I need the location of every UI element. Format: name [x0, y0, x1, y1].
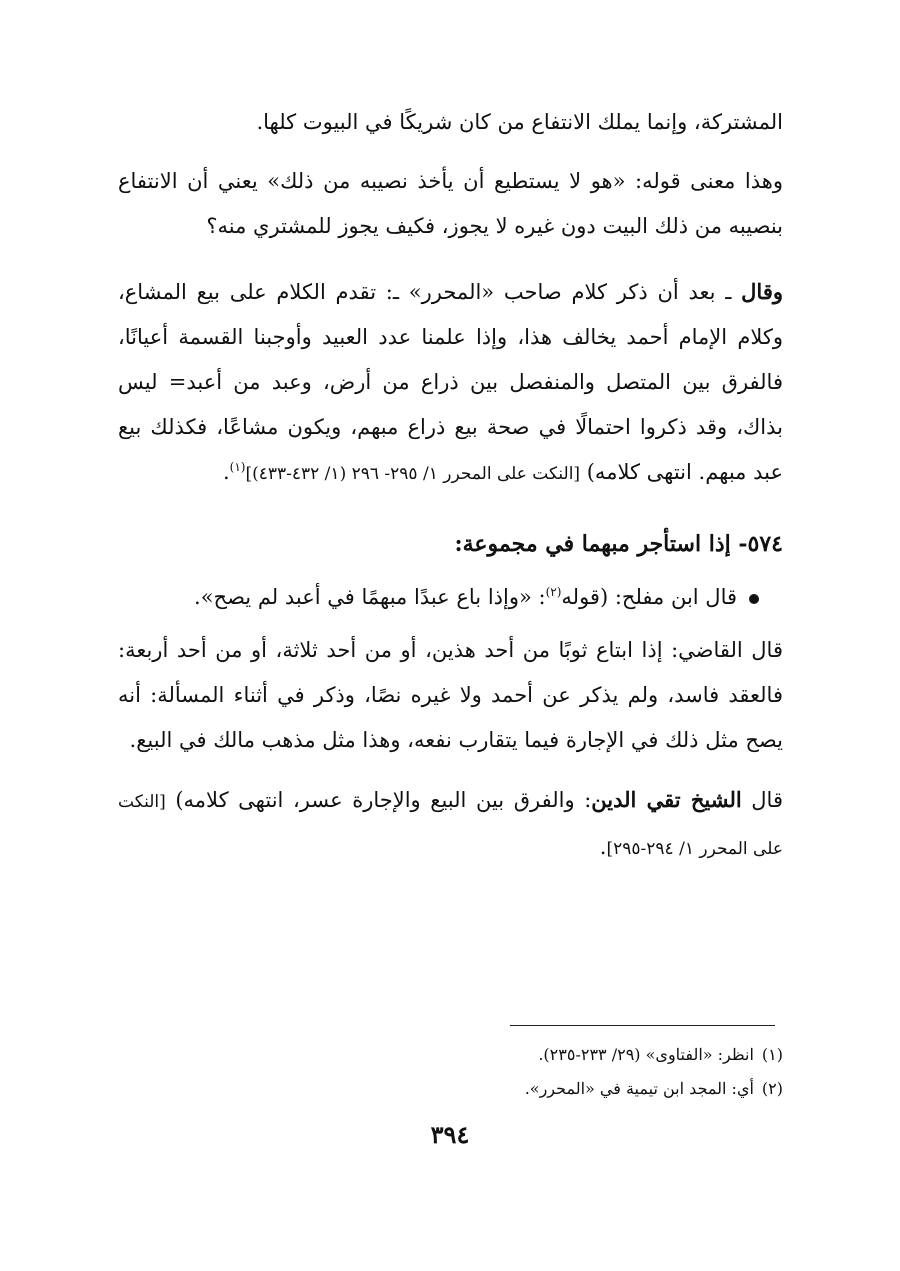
page-body	[118, 100, 783, 872]
paragraph-4: قال القاضي: إذا ابتاع ثوبًا من أحد هذين، أو من أحد ثلاثة، أو من أحد أربعة: فالعقد فاسد، ولم يذكر عن أحمد ولا غيره نصًا، وذكر في أثناء المسألة: أنه يصح مثل ذلك في الإجارة فيما يتقارب نفعه، وهذا مثل مذهب مالك في البيع.	[118, 638, 783, 752]
footnote-1	[118, 1038, 783, 1072]
paragraph-5-bold: الشيخ تقي الدين	[591, 787, 742, 812]
bullet-dot-icon	[749, 594, 759, 604]
paragraph-5-citation: [النكت على المحرر ١/ ٢٩٤-٢٩٥]	[118, 792, 783, 859]
paragraph-3-lead: وقال	[741, 279, 784, 304]
bullet-text-start: قال ابن مفلح: (قوله	[561, 585, 737, 609]
footnote-1-text: انظر: «الفتاوى» (٢٩/ ٢٣٣-٢٣٥).	[538, 1045, 754, 1064]
footnotes	[118, 1038, 783, 1106]
paragraph-3-end: .	[222, 460, 230, 484]
section-heading: ٥٧٤- إذا استأجر مبهما في مجموعة:	[454, 531, 783, 557]
footnote-2-number: (٢)	[761, 1079, 783, 1098]
paragraph-5-end: .	[599, 835, 607, 859]
footnote-1-number: (١)	[761, 1045, 783, 1064]
footnote-ref-1[interactable]: (١)	[229, 460, 246, 474]
paragraph-3	[118, 269, 783, 497]
paragraph-5	[118, 777, 783, 872]
page-number: ٣٩٤	[430, 1120, 470, 1149]
paragraph-3-citation: [النكت على المحرر ١/ ٢٩٥- ٢٩٦ (١/ ٤٣٢-٤٣٣)]	[245, 464, 581, 484]
bullet-text-rest: : «وإذا باع عبدًا مبهمًا في أعبد لم يصح».	[194, 585, 546, 609]
footnote-2	[118, 1072, 783, 1106]
paragraph-5-pre: قال	[741, 788, 783, 812]
paragraph-2: وهذا معنى قوله: «هو لا يستطيع أن يأخذ نصيبه من ذلك» يعني أن الانتفاع بنصيبه من ذلك البيت دون غيره لا يجوز، فكيف يجوز للمشتري منه؟	[118, 169, 783, 238]
footnote-2-text: أي: المجد ابن تيمية في «المحرر».	[524, 1079, 754, 1098]
paragraph-5-post: : والفرق بين البيع والإجارة عسر، انتهى كلامه)	[165, 788, 592, 812]
paragraph-1: المشتركة، وإنما يملك الانتفاع من كان شريكًا في البيوت كلها.	[256, 110, 783, 134]
footnote-separator	[510, 1025, 775, 1026]
bullet-item	[118, 575, 783, 620]
footnote-ref-2[interactable]: (٢)	[545, 585, 562, 599]
paragraph-3-body: ـ بعد أن ذكر كلام صاحب «المحرر» ـ: تقدم الكلام على بيع المشاع، وكلام الإمام أحمد يخالف هذا، وإذا علمنا عدد العبيد وأوجبنا القسمة أعيانًا، فالفرق بين المتصل والمنفصل بين ذراع من أرض، وعبد من أعبد= ليس بذاك، وقد ذكروا احتمالًا في صحة بيع ذراع مبهم، ويكون مشاعًا، فكذلك بيع عبد مبهم. انتهى كلامه)	[118, 280, 783, 484]
